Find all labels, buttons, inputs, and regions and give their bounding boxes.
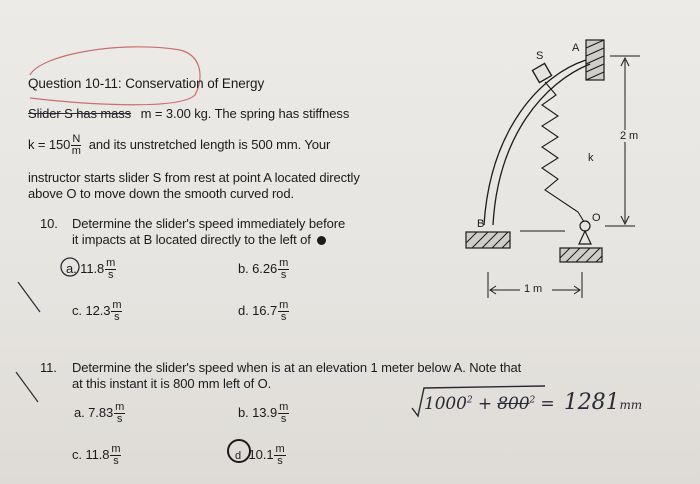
label-a: A: [572, 42, 580, 54]
q11-text-1: Determine the slider's speed when is at an elevation 1 meter below A. Note that: [72, 360, 522, 375]
top-support-block: [586, 40, 604, 80]
q10-text-2: it impacts at B located directly to the left of: [72, 232, 326, 247]
statement-line-3: instructor starts slider S from rest at point A located directly: [28, 170, 360, 185]
pivot-symbol-icon: [317, 236, 326, 245]
q11-text-2: at this instant it is 800 mm left of O.: [72, 376, 272, 391]
statement-line-1: Slider S has mass m = 3.00 kg. The spring has stiffness: [28, 106, 350, 121]
slider-s: [532, 63, 551, 82]
check-mark-q11: [16, 372, 38, 402]
q10-choice-d: d. 16.7 $\frac{m}{s}$: [238, 299, 289, 323]
statement-line-2: k = 150 $\frac{N}{m}$ and its unstretched length is 500 mm. Your: [28, 133, 331, 157]
label-o: O: [592, 212, 601, 224]
label-s: S: [536, 50, 544, 62]
curved-rod: [484, 60, 586, 225]
q11-number: 11.: [40, 360, 57, 375]
statement-line-4: above O to move down the smooth curved rod.: [28, 186, 294, 201]
label-b: B: [477, 218, 485, 230]
q10-choice-c: c. 12.3 $\frac{m}{s}$: [72, 299, 122, 323]
q11-choice-a: a. 7.83 $\frac{m}{s}$: [74, 401, 125, 425]
q10-choice-a: a. 11.8 $\frac{m}{s}$: [66, 257, 116, 281]
ground-block-right: [560, 248, 602, 262]
q10-number: 10.: [40, 216, 58, 231]
ground-block-left: [466, 232, 510, 248]
q11-choice-c: c. 11.8 $\frac{m}{s}$: [72, 443, 121, 467]
pivot-o: [580, 221, 590, 231]
q11-choice-b: b. 13.9 $\frac{m}{s}$: [238, 401, 289, 425]
label-k: k: [588, 152, 594, 164]
check-mark-q10: [18, 282, 40, 312]
spring-k: [542, 82, 586, 225]
label-dim-width: 1 m: [524, 283, 543, 295]
question-header: Question 10-11: Conservation of Energy: [28, 76, 265, 91]
q10-text-1: Determine the slider's speed immediately before: [72, 216, 346, 231]
label-dim-height: 2 m: [620, 130, 639, 142]
handwritten-calculation: $1000^2 + 800^2 = 1281mm$: [424, 390, 643, 415]
q11-choice-d: d 10.1 $\frac{m}{s}$: [235, 443, 285, 467]
q10-choice-b: b. 6.26 $\frac{m}{s}$: [238, 257, 289, 281]
